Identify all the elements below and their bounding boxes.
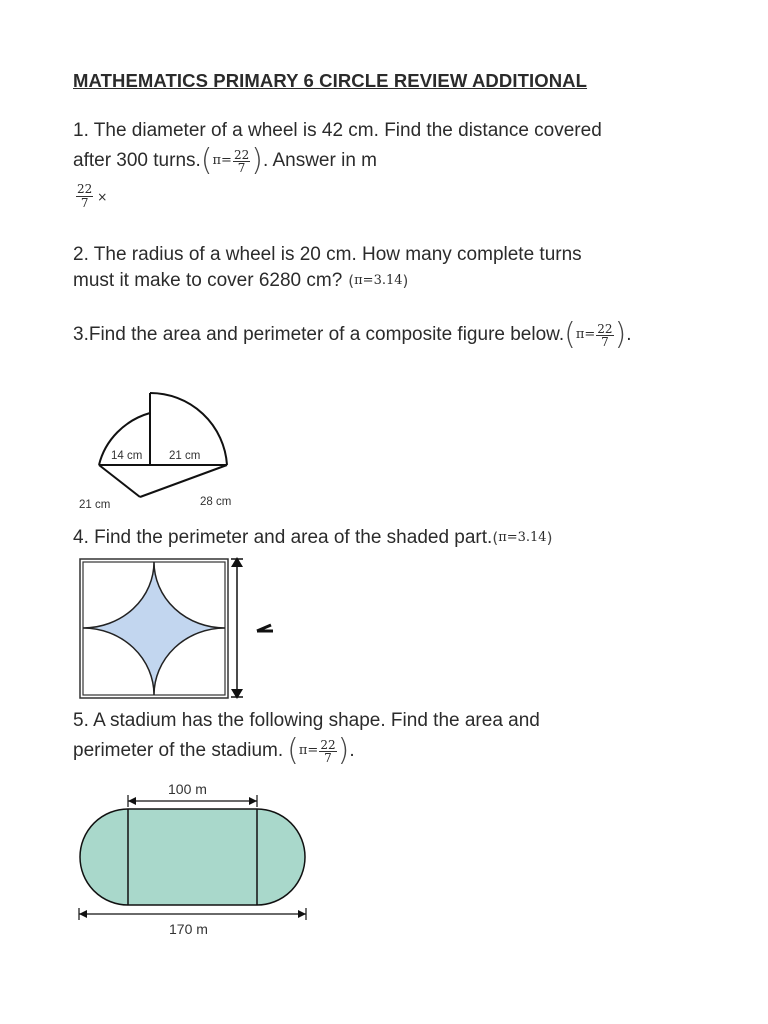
triangle-right-side bbox=[140, 465, 227, 497]
fraction-numerator: 22 bbox=[320, 737, 336, 752]
fraction-denominator: 7 bbox=[601, 334, 609, 349]
question-2-line-2: must it make to cover 6280 cm? ( π=3.14 ) bbox=[73, 268, 408, 294]
fraction-denominator: 7 bbox=[237, 160, 246, 175]
question-1-line-1: 1. The diameter of a wheel is 42 cm. Find the distance covered bbox=[73, 120, 602, 141]
question-3-line: 3.Find the area and perimeter of a composite figure below. ( π= $\frac{22}{7}$ ) . bbox=[73, 317, 632, 352]
question-1-text: after 300 turns. bbox=[73, 150, 201, 171]
label-14cm: 14 cm bbox=[111, 450, 143, 462]
question-5-line-2: perimeter of the stadium. ( π= $\frac{22}{7}$ ) . bbox=[73, 733, 355, 768]
question-1-line-2 bbox=[73, 143, 377, 178]
question-2-text: must it make to cover 6280 cm? bbox=[73, 270, 343, 291]
label-170m: 170 m bbox=[169, 921, 208, 937]
fraction-numerator: 22 bbox=[597, 321, 613, 336]
pi-label: π= bbox=[212, 153, 232, 168]
period: . bbox=[349, 740, 355, 761]
question-1-answer-unit: . Answer in m bbox=[262, 150, 377, 171]
fraction-numerator: 22 bbox=[233, 147, 250, 162]
pi-label: π= bbox=[298, 743, 319, 758]
working-note bbox=[75, 183, 107, 210]
note-denominator: 7 bbox=[80, 196, 89, 210]
stadium-shape bbox=[80, 809, 305, 905]
question-4-line: 4. Find the perimeter and area of the shaded part. ( π=3.14 ) bbox=[73, 525, 552, 551]
label-28cm: 28 cm bbox=[200, 496, 232, 508]
period: . bbox=[626, 324, 632, 345]
label-21cm-left: 21 cm bbox=[79, 499, 111, 511]
pi-value: π=3.14 bbox=[354, 273, 403, 288]
question-5-line-1: 5. A stadium has the following shape. Find the area and bbox=[73, 710, 540, 731]
pi-label: π= bbox=[575, 327, 596, 342]
pi-value: π=3.14 bbox=[498, 530, 547, 545]
note-numerator: 22 bbox=[77, 182, 93, 196]
shaded-square-figure bbox=[75, 555, 285, 703]
pi-fraction: ( π= $\frac{22}{7}$ ) bbox=[200, 143, 263, 178]
times-sign: × bbox=[97, 189, 108, 204]
partial-label-mark bbox=[257, 625, 273, 631]
label-100m: 100 m bbox=[168, 781, 207, 797]
triangle-left-side bbox=[99, 465, 140, 497]
question-3-text: 3.Find the area and perimeter of a composite figure below. bbox=[73, 324, 565, 345]
composite-figure bbox=[70, 385, 270, 525]
question-2-line-1: 2. The radius of a wheel is 20 cm. How many complete turns bbox=[73, 244, 582, 265]
page-title: MATHEMATICS PRIMARY 6 CIRCLE REVIEW ADDITIONAL bbox=[73, 70, 588, 91]
question-5-text: perimeter of the stadium. bbox=[73, 740, 284, 761]
question-4-text: 4. Find the perimeter and area of the shaded part. bbox=[73, 527, 493, 548]
label-21cm-top: 21 cm bbox=[169, 450, 201, 462]
fraction-denominator: 7 bbox=[324, 750, 332, 765]
stadium-figure bbox=[70, 775, 320, 945]
